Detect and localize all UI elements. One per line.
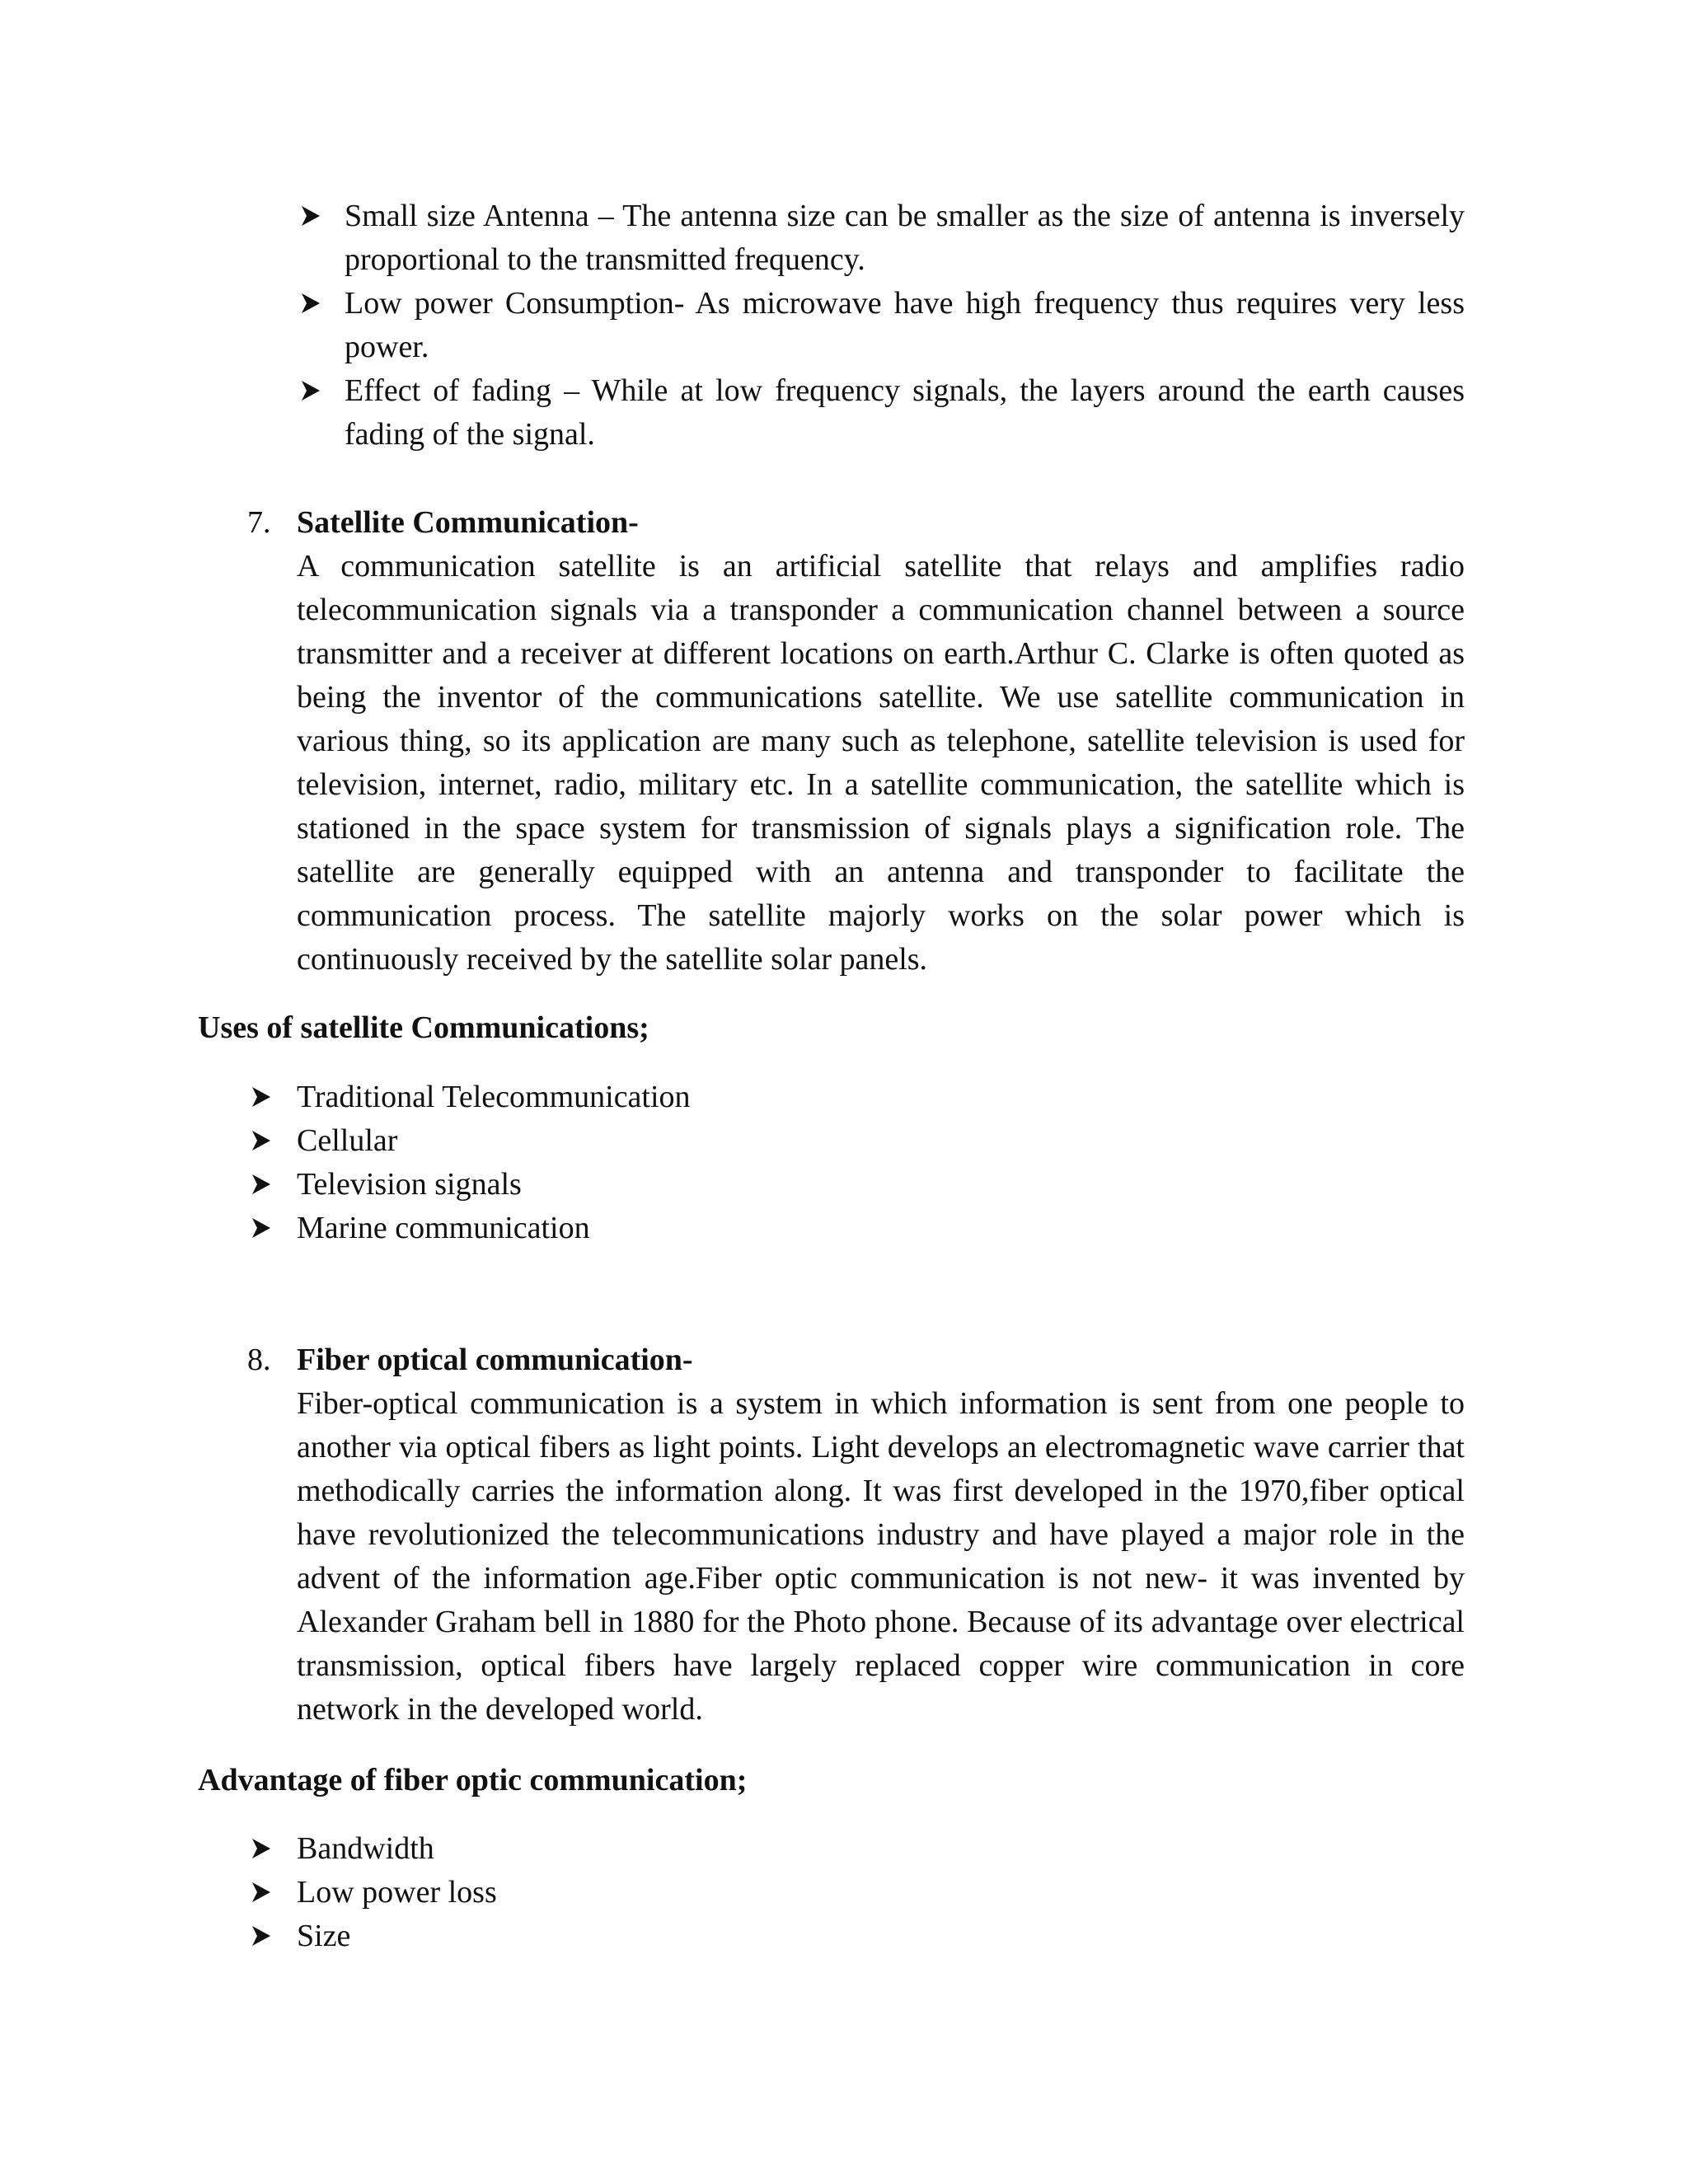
list-item bbox=[301, 369, 1465, 457]
section-title: Satellite Communication- bbox=[297, 505, 639, 540]
arrow-bullet-icon bbox=[301, 282, 326, 326]
arrow-bullet-icon bbox=[251, 1076, 276, 1119]
arrow-bullet-icon bbox=[251, 1827, 276, 1871]
list-item bbox=[251, 1076, 1076, 1119]
bullet-text: Cellular bbox=[297, 1123, 398, 1158]
bullet-text: Marine communication bbox=[297, 1211, 590, 1245]
top-bullet-list bbox=[301, 194, 1465, 457]
section-satellite-communication bbox=[247, 501, 1465, 982]
list-item bbox=[301, 282, 1465, 369]
bullet-text: Bandwidth bbox=[297, 1831, 434, 1866]
bullet-text: Traditional Telecommunication bbox=[297, 1080, 691, 1114]
uses-bullet-list bbox=[251, 1076, 1076, 1250]
arrow-bullet-icon bbox=[251, 1207, 276, 1250]
arrow-bullet-icon bbox=[301, 194, 326, 238]
bullet-text: Size bbox=[297, 1919, 351, 1953]
advantage-bullet-list bbox=[251, 1827, 1076, 1958]
list-item bbox=[251, 1207, 1076, 1250]
section-body: A communication satellite is an artificial satellite that relays and amplifies radio telecommunication signals via a transponder a communication channel between a source transmitter and a receiver at different locations on earth.Arthur C. Clarke is often quoted as being the inventor of the communications satellite. We use satellite communication in various thing, so its application are many such as telephone, satellite television is used for television, internet, radio, military etc. In a satellite communication, the satellite which is stationed in the space system for transmission of signals plays a signification role. The satellite are generally equipped with an antenna and transponder to facilitate the communication process. The satellite majorly works on the solar power which is continuously received by the satellite solar panels. bbox=[297, 549, 1465, 977]
section-number: 7. bbox=[247, 505, 271, 540]
list-item bbox=[301, 194, 1465, 282]
section-title: Fiber optical communication- bbox=[297, 1343, 693, 1377]
arrow-bullet-icon bbox=[251, 1915, 276, 1958]
list-item bbox=[251, 1119, 1076, 1163]
bullet-text: Effect of fading – While at low frequency signals, the layers around the earth causes fading of the signal. bbox=[345, 373, 1465, 452]
bullet-text: Low power Consumption- As microwave have high frequency thus requires very less power. bbox=[345, 286, 1465, 364]
section-fiber-optical-communication bbox=[247, 1338, 1465, 1732]
bullet-text: Television signals bbox=[297, 1167, 522, 1202]
arrow-bullet-icon bbox=[251, 1871, 276, 1915]
advantage-heading: Advantage of fiber optic communication; bbox=[198, 1763, 748, 1797]
arrow-bullet-icon bbox=[251, 1119, 276, 1163]
list-item bbox=[251, 1871, 1076, 1915]
section-body: Fiber-optical communication is a system in which information is sent from one people to another via optical fibers as light points. Light develops an electromagnetic wave carrier that methodically carries the information along. It was first developed in the 1970,fiber optical have revolutionized the telecommunications industry and have played a major role in the advent of the information age.Fiber optic communication is not new- it was invented by Alexander Graham bell in 1880 for the Photo phone. Because of its advantage over electrical transmission, optical fibers have largely replaced copper wire communication in core network in the developed world. bbox=[297, 1386, 1465, 1727]
list-item bbox=[251, 1915, 1076, 1958]
bullet-text: Small size Antenna – The antenna size can be smaller as the size of antenna is inversely proportional to the transmitted frequency. bbox=[345, 199, 1465, 277]
uses-heading: Uses of satellite Communications; bbox=[198, 1010, 649, 1045]
section-number: 8. bbox=[247, 1343, 271, 1377]
arrow-bullet-icon bbox=[251, 1163, 276, 1207]
list-item bbox=[251, 1163, 1076, 1207]
list-item bbox=[251, 1827, 1076, 1871]
bullet-text: Low power loss bbox=[297, 1875, 497, 1910]
arrow-bullet-icon bbox=[301, 369, 326, 413]
